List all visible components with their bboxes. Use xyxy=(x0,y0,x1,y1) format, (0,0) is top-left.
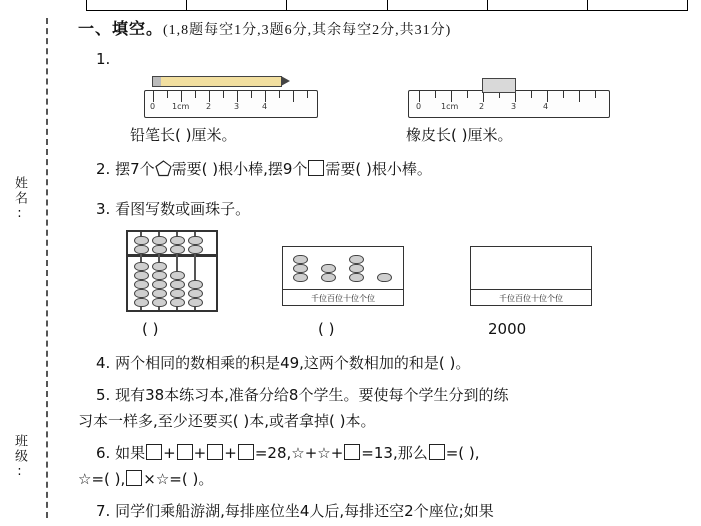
section-note: (1,8题每空1分,3题6分,其余每空2分,共31分) xyxy=(163,23,452,38)
ruler-right-label-3: 3 xyxy=(511,102,517,111)
name-field-label: 姓名: xyxy=(12,176,27,223)
ruler-left-label-1cm: 1cm xyxy=(172,102,190,111)
question-2-text-b: 需要( )根小棒,摆9个 xyxy=(171,160,308,178)
question-6-text-g: =( ), xyxy=(445,444,480,462)
pentagon-icon xyxy=(155,160,172,177)
eraser-icon xyxy=(482,78,516,93)
square-icon xyxy=(207,444,223,460)
section-title-text: 一、填空。 xyxy=(78,19,164,38)
question-6-plus-3: + xyxy=(224,444,237,462)
ruler-left xyxy=(144,90,318,118)
question-3-answer-middle[interactable]: ( ) xyxy=(318,320,335,338)
ruler-left-label-3: 3 xyxy=(234,102,240,111)
ruler-right-label-2: 2 xyxy=(479,102,485,111)
square-icon xyxy=(177,444,193,460)
question-6-text-e: =28,☆+☆+ xyxy=(254,444,344,462)
question-2-text-a: 2. 摆7个 xyxy=(96,160,155,178)
question-1-number: 1. xyxy=(96,50,111,68)
place-value-labels-middle: 千位百位十位个位 xyxy=(311,294,375,303)
ruler-left-label-0: 0 xyxy=(150,102,156,111)
question-2-text-c: 需要( )根小棒。 xyxy=(325,160,432,178)
square-icon xyxy=(146,444,162,460)
question-1-figures xyxy=(70,76,698,144)
question-6-text-f: =13,那么 xyxy=(361,444,428,462)
question-3-answer-left[interactable]: ( ) xyxy=(142,320,159,338)
score-table-cell xyxy=(87,0,187,10)
square-icon xyxy=(238,444,254,460)
square-icon xyxy=(429,444,445,460)
abacus-icon xyxy=(126,230,218,312)
question-6-line2-b: ×☆=( )。 xyxy=(143,470,214,488)
question-6-plus-1: + xyxy=(163,444,176,462)
square-icon xyxy=(308,160,324,176)
question-3-figures xyxy=(70,228,698,320)
question-7-text: 7. 同学们乘船游湖,每排座位坐4人后,每排还空2个座位;如果 xyxy=(96,502,494,520)
square-icon xyxy=(126,470,142,486)
question-1-eraser-text: 橡皮长( )厘米。 xyxy=(406,126,513,144)
question-6-plus-2: + xyxy=(193,444,207,462)
question-6-line-1 xyxy=(96,440,698,466)
place-value-labels-right: 千位百位十位个位 xyxy=(499,294,563,303)
question-6-text-a: 6. 如果 xyxy=(96,444,146,462)
exam-content xyxy=(70,10,698,524)
score-table-cell xyxy=(388,0,488,10)
score-table-cell xyxy=(588,0,687,10)
ruler-left-label-4: 4 xyxy=(262,102,268,111)
score-table-cell xyxy=(287,0,387,10)
pencil-icon xyxy=(152,76,282,87)
question-2 xyxy=(96,156,698,182)
ruler-right-label-4: 4 xyxy=(543,102,549,111)
question-6-line2-a: ☆=( ), xyxy=(78,470,126,488)
ruler-left-ticks xyxy=(145,91,317,117)
place-value-chart-right xyxy=(470,246,592,306)
fold-dashed-line xyxy=(46,18,48,518)
question-3-answers xyxy=(70,320,698,342)
question-6-line-2 xyxy=(78,466,698,492)
question-3-answer-right: 2000 xyxy=(488,320,527,338)
square-icon xyxy=(344,444,360,460)
question-3-text: 3. 看图写数或画珠子。 xyxy=(96,200,251,218)
ruler-right-label-1cm: 1cm xyxy=(441,102,459,111)
question-4-text: 4. 两个相同的数相乘的积是49,这两个数相加的和是( )。 xyxy=(96,354,471,372)
ruler-right-label-0: 0 xyxy=(416,102,422,111)
question-1-pencil-text: 铅笔长( )厘米。 xyxy=(130,126,237,144)
ruler-right xyxy=(408,90,610,118)
score-table-cell xyxy=(187,0,287,10)
class-field-label: 班级: xyxy=(12,434,27,481)
question-5-line-1: 5. 现有38本练习本,准备分给8个学生。要使每个学生分到的练 xyxy=(96,386,509,404)
ruler-left-label-2: 2 xyxy=(206,102,212,111)
question-5-line-2: 习本一样多,至少还要买( )本,或者拿掉( )本。 xyxy=(78,412,376,430)
place-value-chart-middle xyxy=(282,246,404,306)
section-heading xyxy=(78,16,698,39)
left-margin xyxy=(0,0,70,526)
ruler-right-ticks xyxy=(409,91,609,117)
score-table-cell xyxy=(488,0,588,10)
